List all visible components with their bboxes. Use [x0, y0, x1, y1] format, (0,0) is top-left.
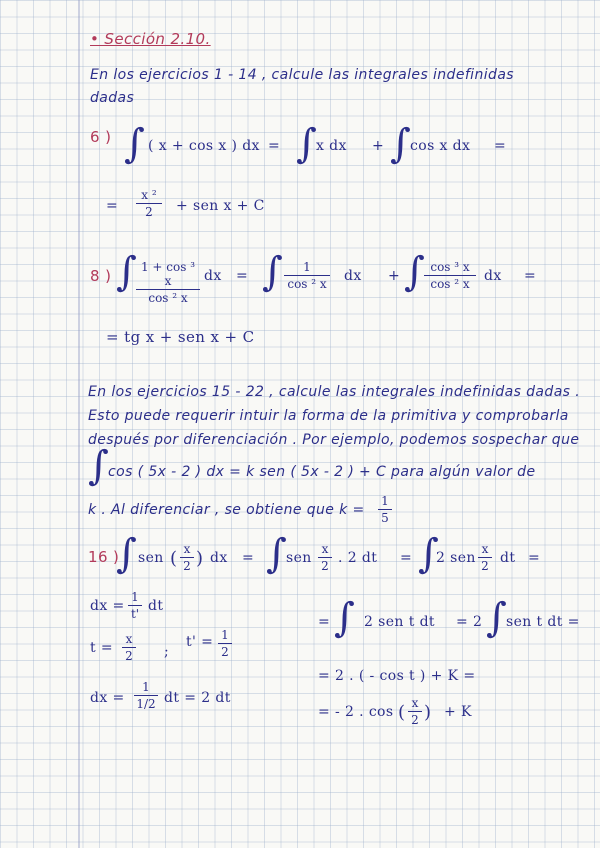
ex8-fraction-2 [284, 260, 330, 291]
ex6-lhs: ( x + cos x ) dx [148, 138, 260, 154]
ex8-equals-2: = [524, 268, 537, 284]
sub2-a: t = [90, 640, 114, 656]
ex16-equals-1: = [242, 550, 255, 566]
ex16-s3-b: dt [500, 550, 516, 566]
ex16-lhs-b: dx [210, 550, 228, 566]
line4-b: + K [444, 704, 472, 720]
intro2-line3: después por diferenciación . Por ejemplo, podemos sospechar que [88, 432, 580, 448]
ex8-f2-num: 1 [303, 260, 311, 274]
ex8-fraction-3 [424, 260, 476, 291]
ex6-equals-1: = [268, 138, 281, 154]
ex16-lhs-a: sen [138, 550, 164, 566]
section-title: • Sección 2.10. [90, 30, 211, 48]
ex8-f3-num: cos ³ x [430, 260, 470, 274]
ex16-s2-fraction [318, 542, 332, 573]
integral-sign: ∫ [296, 121, 317, 167]
integral-sign: ∫ [116, 249, 137, 295]
exercise-8-label: 8 ) [90, 267, 112, 285]
ex8-equals-1: = [236, 268, 249, 284]
sub2-b: t' = [186, 634, 214, 650]
integral-sign: ∫ [124, 121, 145, 167]
integral-sign: ∫ [266, 531, 287, 577]
ex16-s3-fraction [478, 542, 492, 573]
sub1-a: dx = [90, 598, 125, 614]
ex8-result: = tg x + sen x + C [106, 328, 255, 346]
sub2-fraction [122, 632, 136, 663]
integral-sign: ∫ [262, 249, 283, 295]
ex16-s3-num: x [481, 542, 489, 556]
ex8-f1-num: 1 + cos ³ x [140, 260, 196, 288]
intro2-line2: Esto puede requerir intuir la forma de la primitiva y comprobarla [88, 408, 569, 424]
intro2-line5: k . Al diferenciar , se obtiene que k = [88, 502, 365, 518]
ex8-plus: + [388, 268, 401, 284]
exercise-6-label: 6 ) [90, 128, 112, 146]
intro1-line1: En los ejercicios 1 - 14 , calcule las integrales indefinidas [90, 67, 514, 83]
ex8-f3-den: cos ² x [430, 277, 470, 291]
intro2-line1: En los ejercicios 15 - 22 , calcule las integrales indefinidas dadas . [88, 384, 581, 400]
ex6-term1: x dx [316, 138, 347, 154]
integral-sign: ∫ [390, 121, 411, 167]
sub2-den2: 2 [221, 645, 229, 659]
ex8-f2-den: cos ² x [287, 277, 327, 291]
ex8-dx-2: dx [344, 268, 362, 284]
sub2-den: 2 [125, 649, 133, 663]
line4-den: 2 [411, 713, 419, 727]
ex16-equals-3: = [528, 550, 541, 566]
ex6-fraction [136, 188, 162, 219]
sub3-num: 1 [142, 680, 150, 694]
ex16-s2-den: 2 [321, 559, 329, 573]
ex8-dx-1: dx [204, 268, 222, 284]
integral-sign: ∫ [404, 249, 425, 295]
ex8-dx-3: dx [484, 268, 502, 284]
intro2-line4: cos ( 5x - 2 ) dx = k sen ( 5x - 2 ) + C para algún valor de [108, 464, 536, 480]
ex6-rest: + sen x + C [176, 198, 265, 214]
intro1-line2: dadas [90, 90, 135, 106]
sub1-den: t' [130, 607, 140, 621]
integral-sign: ∫ [334, 595, 355, 641]
sub2-sep: ; [164, 644, 170, 660]
sub2-fraction-2 [218, 628, 232, 659]
sub3-den: 1/2 [136, 697, 156, 711]
ex16-lhs-den: 2 [183, 559, 191, 573]
sub3-a: dx = [90, 690, 125, 706]
integral-sign: ∫ [418, 531, 439, 577]
ex16-s2-b: . 2 dt [338, 550, 378, 566]
ex16-s3-a: 2 sen [436, 550, 476, 566]
line2-end: sen t dt = [506, 614, 580, 630]
ex8-fraction-1 [136, 260, 200, 305]
integral-sign: ∫ [486, 595, 507, 641]
ex16-s3-den: 2 [481, 559, 489, 573]
k-num: 1 [381, 494, 389, 508]
ex16-s2-num: x [321, 542, 329, 556]
line4-a: = - 2 . cos [318, 704, 394, 720]
ex6-frac-num: x ² [141, 188, 157, 202]
ex16-equals-2: = [400, 550, 413, 566]
sub2-num2: 1 [221, 628, 229, 642]
notebook-margin-line [78, 0, 80, 848]
sub1-fraction [128, 590, 142, 621]
line4-num: x [411, 696, 419, 710]
line3: = 2 . ( - cos t ) + K = [318, 668, 476, 684]
sub1-b: dt [148, 598, 164, 614]
line2-mid: 2 sen t dt [364, 614, 435, 630]
ex16-lhs-num: x [183, 542, 191, 556]
k-fraction [378, 494, 392, 525]
ex16-s2-a: sen [286, 550, 312, 566]
ex6-plus: + [372, 138, 385, 154]
line4-fraction [408, 696, 422, 727]
ex6-term2: cos x dx [410, 138, 471, 154]
ex6-equals-2: = [494, 138, 507, 154]
ex6-equals-3: = [106, 198, 119, 214]
sub3-fraction [134, 680, 158, 711]
ex6-frac-den: 2 [145, 205, 153, 219]
exercise-16-label: 16 ) [88, 548, 120, 566]
k-den: 5 [381, 511, 389, 525]
integral-sign: ∫ [116, 531, 137, 577]
sub1-num: 1 [131, 590, 139, 604]
sub2-num: x [125, 632, 133, 646]
line2-equals: = [318, 614, 331, 630]
ex8-f1-den: cos ² x [148, 291, 188, 305]
ex16-lhs-fraction [180, 542, 194, 573]
line2-eq2: = 2 [456, 614, 483, 630]
integral-sign: ∫ [88, 443, 109, 489]
sub3-b: dt = 2 dt [164, 690, 231, 706]
